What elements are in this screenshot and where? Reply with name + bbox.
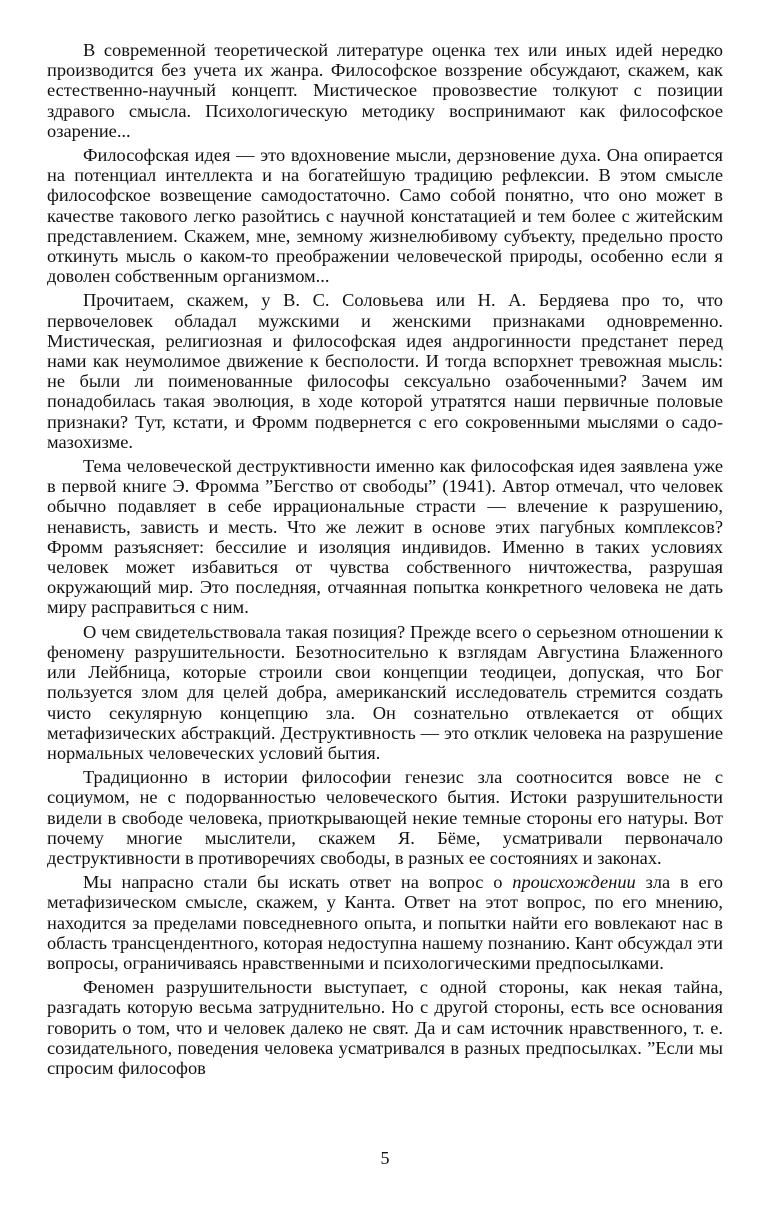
paragraph-7-emphasis: происхождении (512, 872, 636, 893)
paragraph-2: Философская идея — это вдохновение мысли, дерзновение духа. Она опирается на потенциал интеллекта и на богатейшую традицию рефлексии. В этом смысле философское возвещение самодостаточно. Само собой понятно, что оно может в качестве такового легко разойтись с научной констатацией и тем более с житейским представлением. Скажем, мне, земному жизнелюбивому субъекту, предельно просто откинуть мысль о каком-то преображении человеческой природы, особенно если я доволен собственным организмом... (47, 145, 723, 287)
paragraph-7-end: зла в его метафизическом смысле, скажем, у Канта. Ответ на этот вопрос, по его мнению, находится за пределами повседневного опыта, и попытки найти его вовлекают нас в область трансцендентного, которая недоступна нашему познанию. Кант обсуждал эти вопросы, ограничиваясь нравственными и психологическими предпосылками. (47, 872, 723, 973)
paragraph-6: Традиционно в истории философии генезис зла соотносится вовсе не с социумом, не с подорванностью человеческого бытия. Истоки разрушительности видели в свободе человека, приоткрывающей некие темные стороны его натуры. Вот почему многие мыслители, скажем Я. Бёме, усматривали первоначало деструктивности в противоречиях свободы, в разных ее состояниях и законах. (47, 767, 723, 868)
paragraph-5: О чем свидетельствовала такая позиция? Прежде всего о серьезном отношении к феномену разрушительности. Безотносительно к взглядам Августина Блаженного или Лейбница, которые строили свои концепции теодицеи, допуская, что Бог пользуется злом для целей добра, американский исследователь стремится создать чисто секулярную концепцию зла. Он сознательно отвлекается от общих метафизических абстракций. Деструктивность — это отклик человека на разрушение нормальных человеческих условий бытия. (47, 621, 723, 763)
paragraph-7-start: Мы напрасно стали бы искать ответ на вопрос о (83, 872, 513, 893)
page-number: 5 (380, 1148, 390, 1168)
paragraph-4: Тема человеческой деструктивности именно как философская идея заявлена уже в первой книге Э. Фромма ”Бегство от свободы” (1941). Автор отмечал, что человек обычно подавляет в себе иррациональные страсти — влечение к разрушению, ненависть, зависть и месть. Что же лежит в основе этих пагубных комплексов? Фромм разъясняет: бессилие и изоляция индивидов. Именно в таких условиях человек может избавиться от чувства собственного ничтожества, разрушая окружающий мир. Это последняя, отчаянная попытка конкретного человека не дать миру расправиться с ним. (47, 456, 723, 618)
paragraph-3: Прочитаем, скажем, у В. С. Соловьева или Н. А. Бердяева про то, что первочеловек обладал мужскими и женскими признаками одновременно. Мистическая, религиозная и философская идея андрогинности предстанет перед нами как неумолимое движение к бесполости. И тогда вспорхнет тревожная мысль: не были ли поименованные философы сексуально озабоченными? Зачем им понадобилась такая эволюция, в ходе которой утратятся наши первичные половые признаки? Тут, кстати, и Фромм подвернется с его сокровенными мыслями о садо-мазохизме. (47, 290, 723, 452)
paragraph-1: В современной теоретической литературе оценка тех или иных идей нередко производится без учета их жанра. Философское воззрение обсуждают, скажем, как естественно-научный концепт. Мистическое провозвестие толкуют с позиции здравого смысла. Психологическую методику воспринимают как философское озарение... (47, 40, 723, 141)
page-body (47, 40, 723, 1082)
paragraph-7 (47, 872, 723, 973)
paragraph-8: Феномен разрушительности выступает, с одной стороны, как некая тайна, разгадать которую весьма затруднительно. Но с другой стороны, есть все основания говорить о том, что и человек далеко не свят. Да и сам источник нравственного, т. е. созидательного, поведения человека усматривался в разных предпосылках. ”Если мы спросим философов (47, 977, 723, 1078)
